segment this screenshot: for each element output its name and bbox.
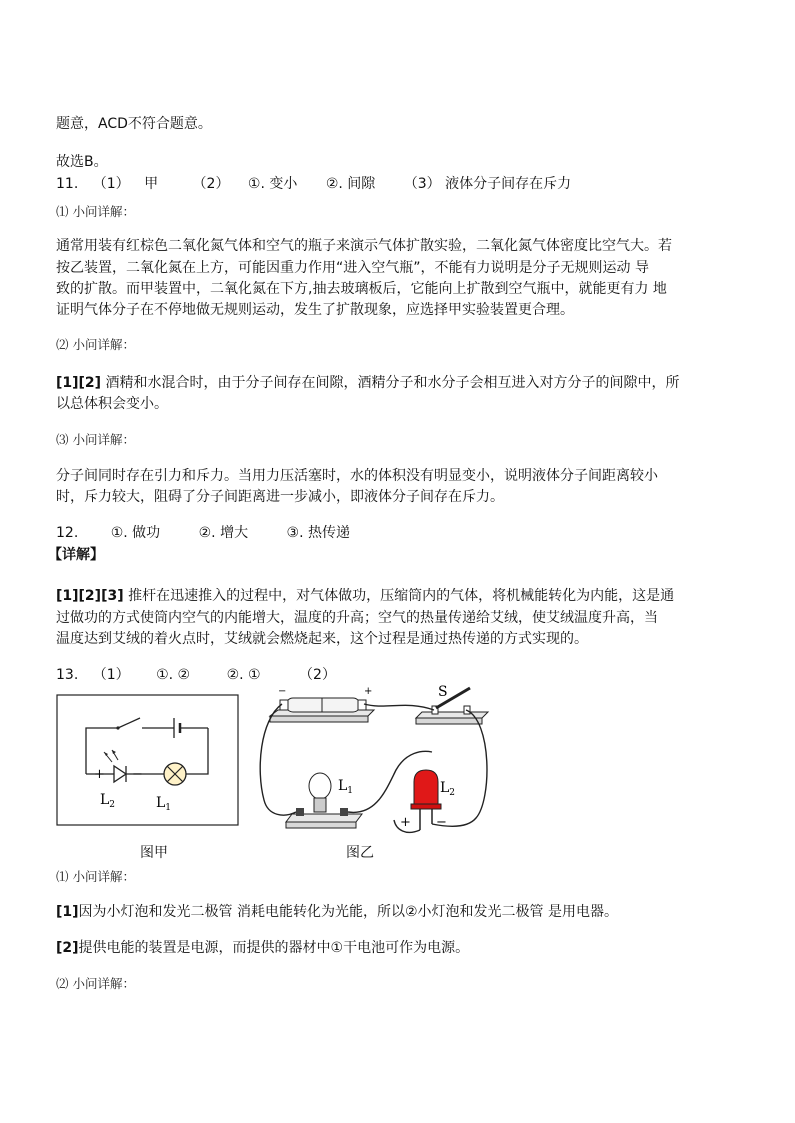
- led-icon: [414, 770, 438, 806]
- answer: ②. 间隙: [325, 176, 376, 192]
- text-line: 故选B。: [56, 154, 108, 170]
- paragraph-text: 因为小灯泡和发光二极管 消耗电能转化为光能，所以②小灯泡和发光二极管 是用电器。: [78, 904, 618, 920]
- l2-label: $L_2$: [440, 780, 456, 798]
- answer: ②. ①: [226, 667, 261, 683]
- battery-minus-label: −: [278, 686, 287, 697]
- battery-icon: [286, 698, 360, 712]
- blank-tag: [1]: [56, 904, 79, 920]
- sub-heading: ⑵ 小问详解：: [56, 976, 135, 991]
- sub-heading: ⑵ 小问详解：: [56, 337, 135, 352]
- bulb-icon: [309, 773, 331, 799]
- question-number: 13.: [56, 667, 79, 683]
- answer: 甲: [144, 176, 159, 192]
- l1-label: $L_1$: [156, 795, 172, 813]
- question-number: 12.: [56, 525, 79, 541]
- answer: ①. 变小: [247, 176, 298, 192]
- answer: 液体分子间存在斥力: [445, 176, 572, 192]
- switch-symbol: [118, 718, 140, 728]
- part-label: （3）: [403, 176, 441, 192]
- l1-label: $L_1$: [338, 778, 354, 796]
- paragraph-line: 以总体积会变小。: [56, 396, 168, 412]
- answer-11: [56, 174, 571, 194]
- answer-12: [56, 523, 350, 543]
- sub-heading: ⑴ 小问详解：: [56, 204, 135, 219]
- paragraph-line: [56, 902, 618, 922]
- text-line: 题意，ACD不符合题意。: [56, 116, 212, 132]
- answer: ②. 增大: [198, 525, 249, 541]
- paragraph-line: 分子间同时存在引力和斥力。当用力压活塞时，水的体积没有明显变小，说明液体分子间距离较小: [56, 468, 658, 484]
- answer: ①. 做功: [110, 525, 161, 541]
- sub-heading: ⑴ 小问详解：: [56, 869, 135, 884]
- detail-heading: 【详解】: [48, 547, 104, 563]
- paragraph-line: [56, 938, 469, 958]
- answer: ①. ②: [156, 667, 191, 683]
- battery-plus-label: +: [364, 686, 373, 697]
- sub-heading: ⑶ 小问详解：: [56, 432, 135, 447]
- circuit-diagram-jia: [56, 694, 240, 844]
- led-symbol: [114, 766, 126, 782]
- paragraph-line: 证明气体分子在不停地做无规则运动，发生了扩散现象，应选择甲实验装置更合理。: [56, 302, 574, 318]
- answer: ③. 热传递: [286, 525, 350, 541]
- part-label: （2）: [192, 176, 230, 192]
- s-label: S: [438, 684, 448, 700]
- minus-label: −: [436, 815, 447, 830]
- paragraph-line: 致的扩散。而甲装置中，二氧化氮在下方,抽去玻璃板后，它能向上扩散到空气瓶中，就能更有力 地: [56, 281, 667, 297]
- blank-tag: [2]: [56, 940, 79, 956]
- plus-label: +: [400, 815, 411, 830]
- figure-caption-jia: 图甲: [140, 845, 168, 861]
- paragraph-line: 时，斥力较大，阻碍了分子间距离进一步减小，即液体分子间存在斥力。: [56, 489, 504, 505]
- paragraph-line: [56, 586, 674, 606]
- l2-label: $L_2$: [100, 792, 116, 810]
- diagram-frame: [57, 695, 238, 825]
- paragraph-line: [56, 373, 680, 393]
- paragraph-line: 按乙装置，二氧化氮在上方，可能因重力作用“进入空气瓶”，不能有力说明是分子无规则运动 导: [56, 260, 649, 276]
- paragraph-text: 推杆在迅速推入的过程中，对气体做功，压缩筒内的气体，将机械能转化为内能，这是通: [128, 588, 675, 604]
- part-label: （2）: [299, 667, 336, 683]
- paragraph-line: 温度达到艾绒的着火点时，艾绒就会燃烧起来，这个过程是通过热传递的方式实现的。: [56, 631, 588, 647]
- question-number: 11.: [56, 176, 79, 192]
- paragraph-text: 提供电能的装置是电源，而提供的器材中①干电池可作为电源。: [78, 940, 470, 956]
- paragraph-text: 酒精和水混合时，由于分子间存在间隙，酒精分子和水分子会相互进入对方分子的间隙中，所: [105, 375, 680, 391]
- blank-tag: [1][2]: [56, 375, 102, 391]
- paragraph-line: 过做功的方式使筒内空气的内能增大，温度的升高；空气的热量传递给艾绒，使艾绒温度升高，当: [56, 610, 658, 626]
- paragraph-line: 通常用装有红棕色二氧化氮气体和空气的瓶子来演示气体扩散实验，二氧化氮气体密度比空气大。若: [56, 238, 672, 254]
- circuit-photo-yi: [256, 680, 496, 840]
- minus-label: −: [132, 767, 143, 782]
- blank-tag: [1][2][3]: [56, 588, 124, 604]
- part-label: （1）: [92, 176, 130, 192]
- figure-caption-yi: 图乙: [346, 845, 374, 861]
- plus-label: +: [94, 767, 105, 782]
- part-label: （1）: [92, 667, 130, 683]
